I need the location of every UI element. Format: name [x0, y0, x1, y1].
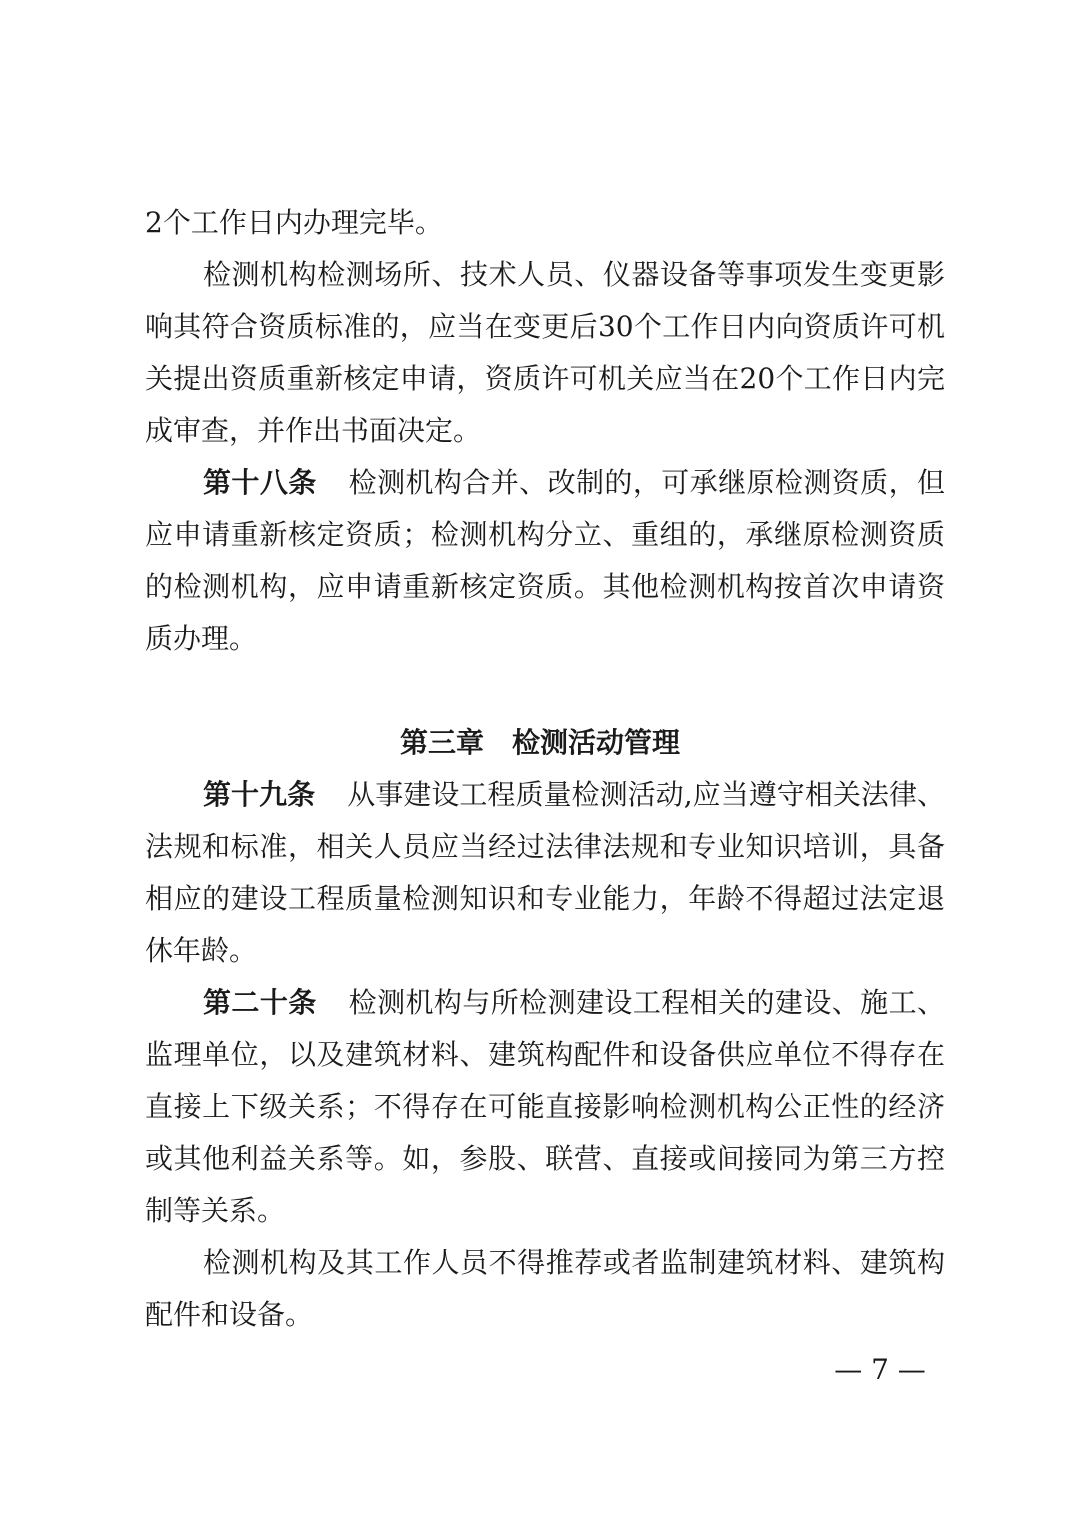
paragraph-line: 应申请重新核定资质；检测机构分立、重组的，承继原检测资质 — [145, 518, 945, 551]
paragraph-line: 关提出资质重新核定申请，资质许可机关应当在20个工作日内完 — [145, 362, 945, 395]
paragraph-line: 2个工作日内办理完毕。 — [145, 206, 443, 239]
paragraph-line: 响其符合资质标准的，应当在变更后30个工作日内向资质许可机 — [145, 310, 945, 343]
paragraph-text: 从事建设工程质量检测活动,应当遵守相关法律、 — [347, 778, 945, 811]
paragraph-line: 法规和标准，相关人员应当经过法律法规和专业知识培训，具备 — [145, 830, 945, 863]
chapter-heading — [0, 723, 1080, 763]
article-heading: 第二十条 — [203, 986, 317, 1019]
paragraph-line: 检测机构及其工作人员不得推荐或者监制建筑材料、建筑构 — [203, 1246, 945, 1279]
paragraph-line: 相应的建设工程质量检测知识和专业能力，年龄不得超过法定退 — [145, 882, 945, 915]
article-first-line — [203, 983, 945, 1023]
page-number: — 7 — — [834, 1353, 926, 1386]
chapter-number: 第三章 — [399, 726, 484, 759]
paragraph-line: 监理单位，以及建筑材料、建筑构配件和设备供应单位不得存在 — [145, 1038, 945, 1071]
paragraph-line: 制等关系。 — [145, 1194, 286, 1227]
paragraph-line: 检测机构检测场所、技术人员、仪器设备等事项发生变更影 — [203, 258, 945, 291]
chapter-title: 检测活动管理 — [512, 726, 681, 759]
article-first-line — [203, 775, 945, 815]
paragraph-line: 休年龄。 — [145, 934, 258, 967]
paragraph-line: 直接上下级关系；不得存在可能直接影响检测机构公正性的经济 — [145, 1090, 945, 1123]
article-first-line — [203, 463, 945, 503]
paragraph-line: 或其他利益关系等。如，参股、联营、直接或间接同为第三方控 — [145, 1142, 945, 1175]
article-heading: 第十九条 — [203, 778, 316, 811]
article-heading: 第十八条 — [203, 466, 317, 499]
paragraph-line: 配件和设备。 — [145, 1298, 314, 1331]
paragraph-text: 检测机构与所检测建设工程相关的建设、施工、 — [348, 986, 945, 1019]
paragraph-line: 质办理。 — [145, 622, 258, 655]
paragraph-text: 检测机构合并、改制的，可承继原检测资质，但 — [348, 466, 945, 499]
paragraph-line: 成审查，并作出书面决定。 — [145, 414, 482, 447]
paragraph-line: 的检测机构，应申请重新核定资质。其他检测机构按首次申请资 — [145, 570, 945, 603]
